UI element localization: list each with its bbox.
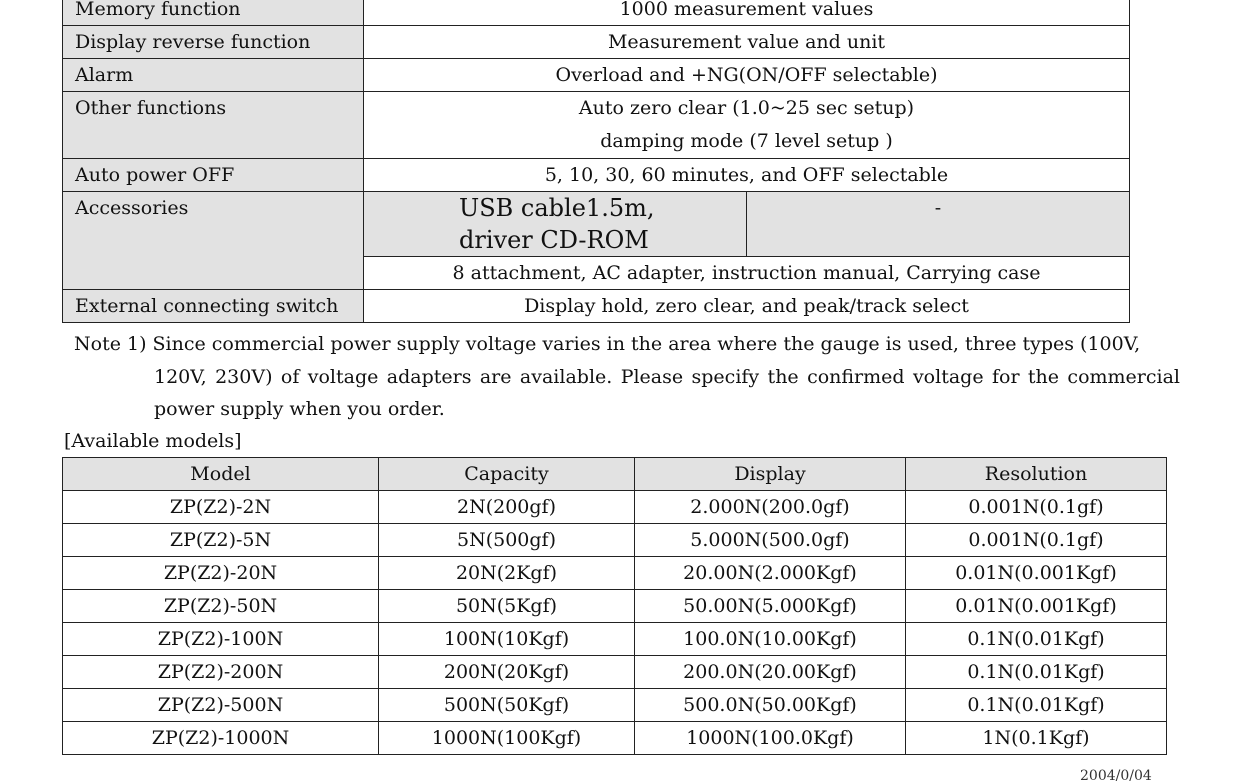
cell-model: ZP(Z2)-50N [63, 590, 379, 623]
spec-row-memory [63, 0, 1130, 26]
cell-capacity: 100N(10Kgf) [379, 623, 635, 656]
cell-capacity: 50N(5Kgf) [379, 590, 635, 623]
spec-label: Auto power OFF [63, 159, 364, 192]
table-row [63, 524, 1167, 557]
spec-label: Display reverse function [63, 26, 364, 59]
cell-model: ZP(Z2)-20N [63, 557, 379, 590]
cell-display: 5.000N(500.0gf) [635, 524, 906, 557]
cell-resolution: 0.001N(0.1gf) [906, 524, 1167, 557]
accessory-usb [364, 192, 747, 257]
cell-resolution: 0.1N(0.01Kgf) [906, 689, 1167, 722]
table-row [63, 689, 1167, 722]
cell-resolution: 0.1N(0.01Kgf) [906, 656, 1167, 689]
cell-model: ZP(Z2)-100N [63, 623, 379, 656]
accessory-usb-line: driver CD-ROM [459, 226, 649, 254]
spec-row-auto-power [63, 159, 1130, 192]
column-header-display: Display [635, 458, 906, 491]
models-header-row [63, 458, 1167, 491]
spec-label: External connecting switch [63, 290, 364, 323]
spec-value: Measurement value and unit [364, 26, 1130, 59]
cell-model: ZP(Z2)-200N [63, 656, 379, 689]
cell-capacity: 200N(20Kgf) [379, 656, 635, 689]
cell-resolution: 0.01N(0.001Kgf) [906, 557, 1167, 590]
note-line: 120V, 230V) of voltage adapters are available. Please specify the confirmed voltage for the commercial power supply when you order. [154, 365, 1180, 420]
cell-display: 500.0N(50.00Kgf) [635, 689, 906, 722]
spec-row-external [63, 290, 1130, 323]
cell-resolution: 0.1N(0.01Kgf) [906, 623, 1167, 656]
cell-display: 2.000N(200.0gf) [635, 491, 906, 524]
cell-capacity: 2N(200gf) [379, 491, 635, 524]
cell-model: ZP(Z2)-500N [63, 689, 379, 722]
spec-value: 1000 measurement values [364, 0, 1130, 26]
table-row [63, 656, 1167, 689]
cell-display: 1000N(100.0Kgf) [635, 722, 906, 755]
cell-resolution: 0.01N(0.001Kgf) [906, 590, 1167, 623]
column-header-resolution: Resolution [906, 458, 1167, 491]
spec-value-line: Auto zero clear (1.0~25 sec setup) [578, 97, 915, 119]
table-row [63, 491, 1167, 524]
note-paragraph [74, 328, 1180, 426]
models-table [62, 457, 1167, 755]
cell-capacity: 20N(2Kgf) [379, 557, 635, 590]
models-title: [Available models] [64, 430, 242, 452]
spec-label: Alarm [63, 59, 364, 92]
spec-label: Memory function [63, 0, 364, 26]
spec-value: Display hold, zero clear, and peak/track select [364, 290, 1130, 323]
cell-capacity: 500N(50Kgf) [379, 689, 635, 722]
cell-display: 50.00N(5.000Kgf) [635, 590, 906, 623]
accessory-common: 8 attachment, AC adapter, instruction manual, Carrying case [364, 257, 1130, 290]
table-row [63, 590, 1167, 623]
accessory-dash: - [747, 192, 1130, 257]
cell-capacity: 1000N(100Kgf) [379, 722, 635, 755]
spec-row-accessories [63, 192, 1130, 257]
spec-label: Other functions [63, 92, 364, 159]
cell-capacity: 5N(500gf) [379, 524, 635, 557]
cell-model: ZP(Z2)-5N [63, 524, 379, 557]
table-row [63, 722, 1167, 755]
spec-value-line: damping mode (7 level setup ) [600, 130, 893, 152]
cell-display: 200.0N(20.00Kgf) [635, 656, 906, 689]
spec-row-other [63, 92, 1130, 159]
column-header-capacity: Capacity [379, 458, 635, 491]
spec-table [62, 0, 1130, 323]
footer-date-partial: 2004/0/04 [1080, 768, 1152, 784]
spec-value: 5, 10, 30, 60 minutes, and OFF selectable [364, 159, 1130, 192]
cell-model: ZP(Z2)-1000N [63, 722, 379, 755]
cell-resolution: 0.001N(0.1gf) [906, 491, 1167, 524]
accessory-usb-line: USB cable1.5m, [459, 194, 655, 222]
column-header-model: Model [63, 458, 379, 491]
spec-value: Overload and +NG(ON/OFF selectable) [364, 59, 1130, 92]
cell-display: 100.0N(10.00Kgf) [635, 623, 906, 656]
cell-model: ZP(Z2)-2N [63, 491, 379, 524]
note-line: Note 1) Since commercial power supply voltage varies in the area where the gauge is used, three types (100V, [74, 333, 1141, 355]
spec-value [364, 92, 1130, 159]
spec-row-reverse [63, 26, 1130, 59]
table-row [63, 623, 1167, 656]
table-row [63, 557, 1167, 590]
spec-row-alarm [63, 59, 1130, 92]
cell-display: 20.00N(2.000Kgf) [635, 557, 906, 590]
cell-resolution: 1N(0.1Kgf) [906, 722, 1167, 755]
spec-label: Accessories [63, 192, 364, 290]
